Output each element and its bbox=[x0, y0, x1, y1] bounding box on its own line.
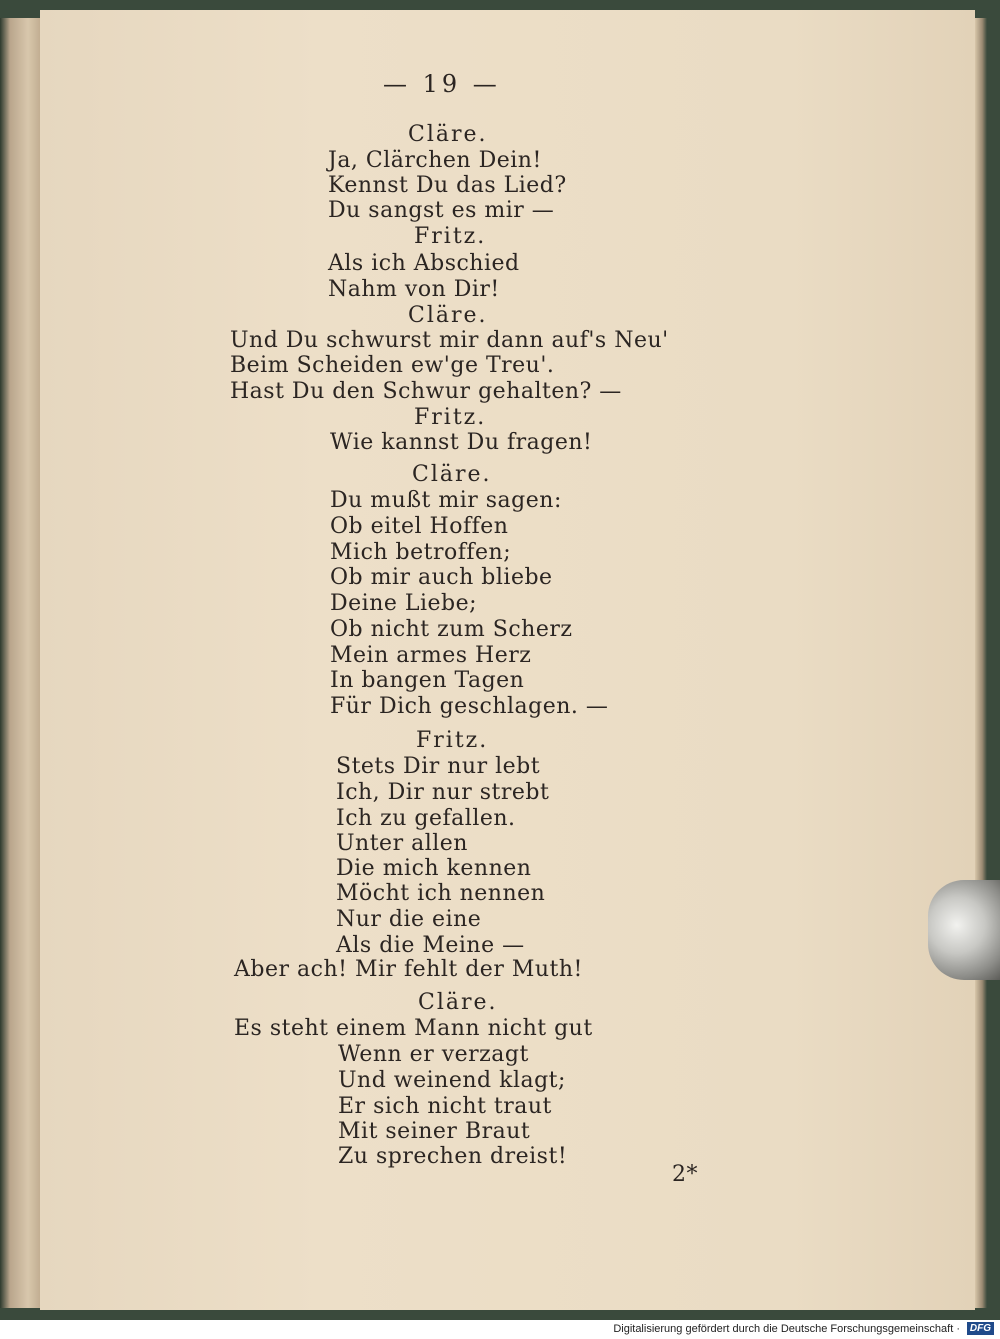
verse-line: Es steht einem Mann nicht gut bbox=[234, 1016, 593, 1041]
page-stack-edge bbox=[975, 18, 987, 1308]
verse-line: Ja, Clärchen Dein! bbox=[328, 148, 542, 173]
speaker-name: Cläre. bbox=[408, 303, 488, 328]
verse-line: Ob eitel Hoffen bbox=[330, 514, 509, 539]
verse-line: Und Du schwurst mir dann auf's Neu' bbox=[230, 328, 669, 353]
verse-line: Mit seiner Braut bbox=[338, 1119, 531, 1144]
speaker-name: Fritz. bbox=[414, 405, 487, 430]
verse-line: Ich, Dir nur strebt bbox=[336, 780, 550, 805]
verse-line: Nur die eine bbox=[336, 907, 482, 932]
dfg-logo: DFG bbox=[967, 1322, 994, 1335]
verse-line: Deine Liebe; bbox=[330, 591, 478, 616]
verse-line: Beim Scheiden ew'ge Treu'. bbox=[230, 353, 555, 378]
verse-line: Du mußt mir sagen: bbox=[330, 488, 562, 513]
verse-line: Mein armes Herz bbox=[330, 643, 532, 668]
verse-line: Möcht ich nennen bbox=[336, 881, 546, 906]
verse-line: Aber ach! Mir fehlt der Muth! bbox=[234, 957, 583, 982]
speaker-name: Cläre. bbox=[412, 462, 492, 487]
verse-line: In bangen Tagen bbox=[330, 668, 525, 693]
verse-line: Als die Meine — bbox=[336, 933, 525, 958]
funding-credit: Digitalisierung gefördert durch die Deutsche Forschungsgemeinschaft · bbox=[613, 1323, 960, 1335]
signature-mark: 2* bbox=[672, 1162, 698, 1187]
verse-line: Und weinend klagt; bbox=[338, 1068, 566, 1093]
speaker-name: Cläre. bbox=[418, 990, 498, 1015]
verse-line: Ich zu gefallen. bbox=[336, 806, 516, 831]
verse-line: Zu sprechen dreist! bbox=[338, 1144, 568, 1169]
page-number: — 19 — bbox=[383, 70, 501, 98]
verse-line: Für Dich geschlagen. — bbox=[330, 694, 609, 719]
verse-line: Die mich kennen bbox=[336, 856, 532, 881]
verse-line: Hast Du den Schwur gehalten? — bbox=[230, 379, 622, 404]
previous-page-edge bbox=[0, 18, 40, 1308]
verse-line: Mich betroffen; bbox=[330, 540, 512, 565]
verse-line: Kennst Du das Lied? bbox=[328, 173, 567, 198]
verse-line: Er sich nicht traut bbox=[338, 1094, 552, 1119]
verse-line: Ob nicht zum Scherz bbox=[330, 617, 573, 642]
verse-line: Ob mir auch bliebe bbox=[330, 565, 553, 590]
page-clip bbox=[928, 880, 1000, 980]
verse-line: Stets Dir nur lebt bbox=[336, 754, 541, 779]
verse-line: Wie kannst Du fragen! bbox=[330, 430, 593, 455]
speaker-name: Cläre. bbox=[408, 122, 488, 147]
verse-line: Du sangst es mir — bbox=[328, 198, 555, 223]
speaker-name: Fritz. bbox=[416, 728, 489, 753]
verse-line: Wenn er verzagt bbox=[338, 1042, 529, 1067]
speaker-name: Fritz. bbox=[414, 224, 487, 249]
verse-line: Unter allen bbox=[336, 831, 468, 856]
verse-line: Als ich Abschied bbox=[328, 251, 520, 276]
verse-line: Nahm von Dir! bbox=[328, 277, 500, 302]
